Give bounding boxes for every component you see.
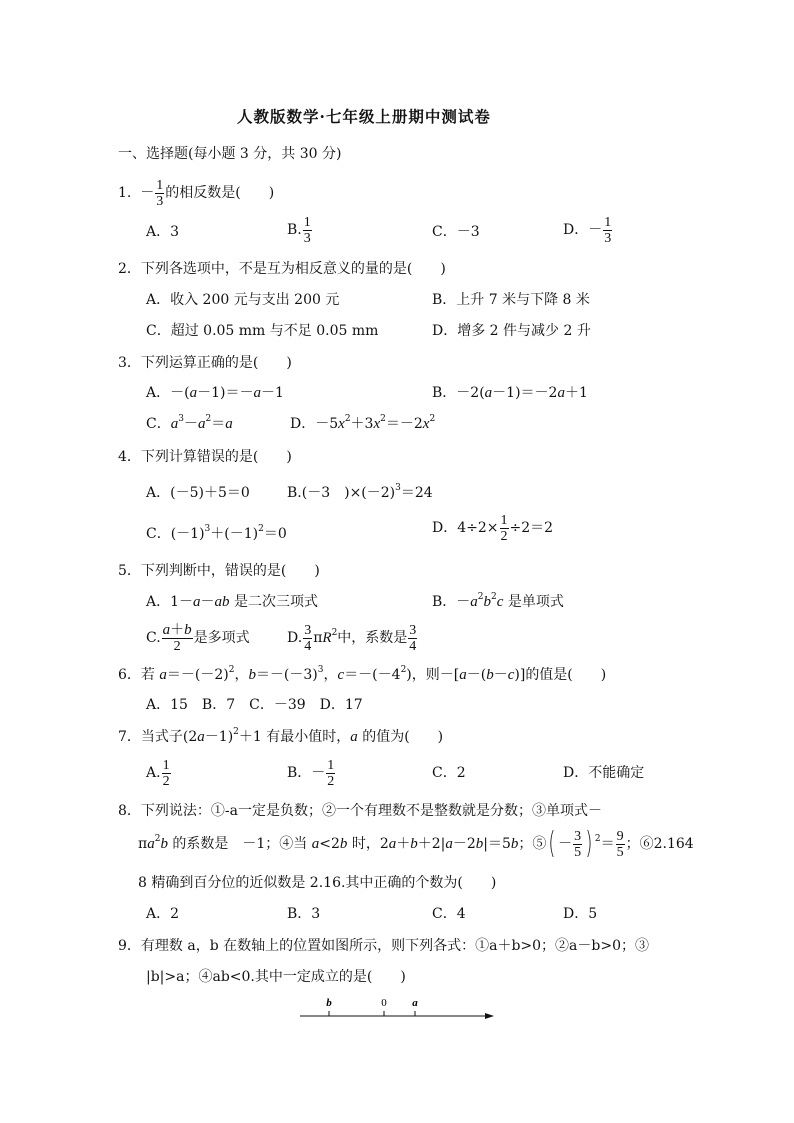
q8-option-c: C．4 xyxy=(432,906,466,922)
q2-option-b: B．上升 7 米与下降 8 米 xyxy=(432,292,590,308)
q7-option-d: D．不能确定 xyxy=(563,765,645,781)
question-4: 4．下列计算错误的是( ) xyxy=(118,449,292,465)
question-7: 7．当式子$(2a-1)^2+1$ 有最小值时，a 的值为( ) xyxy=(118,727,444,745)
label-a: a xyxy=(412,997,418,1009)
q2-option-d: D．增多 2 件与减少 2 升 xyxy=(432,323,591,339)
q1-option-d: D．－ $\frac{1}{3}$ xyxy=(563,214,612,246)
q2-option-a: A．收入 200 元与支出 200 元 xyxy=(146,292,340,308)
q5-option-a: A．1－a－ab 是二次三项式 xyxy=(146,594,318,610)
q8-option-b: B．3 xyxy=(287,906,321,922)
q8-option-a: A．2 xyxy=(146,906,180,922)
q6-options: A．15 B．7 C．－39 D．17 xyxy=(146,697,363,713)
q4-option-d: D．4÷2× $\frac{1}{2}$ ÷2＝2 xyxy=(432,512,554,544)
label-zero: 0 xyxy=(381,997,387,1009)
q2-option-c: C．超过 0.05 mm 与不足 0.05 mm xyxy=(146,323,379,339)
question-8-line-2: $\pi a^2b$ 的系数是 －1；④当 a<2b 时，2a＋b＋2|a－2b|＝5b；⑤( － $\frac{3}{5}$ ) $^2$＝ $\frac{9}{5}$ ；⑥2.164 xyxy=(138,826,694,861)
question-8-line-3: 8 精确到百分位的近似数是 2.16.其中正确的个数为( ) xyxy=(138,875,497,891)
number-line-figure xyxy=(296,992,500,1024)
q4-option-a: A．(－5)＋5＝0 xyxy=(146,485,250,501)
question-5: 5．下列判断中，错误的是( ) xyxy=(118,563,320,579)
question-3: 3．下列运算正确的是( ) xyxy=(118,355,292,371)
page-title: 人教版数学·七年级上册期中测试卷 xyxy=(237,107,491,126)
q3-option-a: A．－(a－1)＝－a－1 xyxy=(146,385,284,401)
q3-option-b: B．－2(a－1)＝－2a＋1 xyxy=(432,385,588,401)
q4-option-b: B.(－3 )$\times(-2)^3=24$ xyxy=(287,483,433,501)
question-1: 1. － $\frac{1}{3}$ 的相反数是( ) xyxy=(118,177,275,209)
question-6: 6．若 $a=-(-2)^2$，$b=-(-3)^3$，$c=-(-4^2)$，则－[a－(b－c)]的值是( ) xyxy=(118,665,607,683)
q1-option-c: C．－3 xyxy=(432,224,480,240)
q3-option-d: D．$-5x^2+3x^2=-2x^2$ xyxy=(290,414,436,432)
q5-option-d: D. $\frac{3}{4}$ $\pi R^2$中，系数是 $\frac{3}{4}$ xyxy=(287,622,417,654)
q4-option-c: C．$(-1)^3+(-1)^2=0$ xyxy=(146,524,287,542)
q8-option-d: D．5 xyxy=(563,906,598,922)
q7-option-c: C．2 xyxy=(432,765,466,781)
section-heading: 一、选择题(每小题 3 分，共 30 分) xyxy=(118,146,342,162)
q3-option-c: C．$a^3-a^2=a$ xyxy=(146,414,233,432)
q7-option-a: A. $\frac{1}{2}$ xyxy=(146,757,170,789)
q1-option-b: B. $\frac{1}{3}$ xyxy=(287,214,311,246)
question-9-line-1: 9．有理数 a，b 在数轴上的位置如图所示，则下列各式：①a＋b>0；②a－b>0；③ xyxy=(118,938,650,954)
label-b: b xyxy=(326,997,332,1009)
question-2: 2．下列各选项中，不是互为相反意义的量的是( ) xyxy=(118,261,446,277)
q5-option-b: B．$-a^2b^2c$ 是单项式 xyxy=(432,592,564,610)
q1-option-a: A．3 xyxy=(146,224,180,240)
question-8-line-1: 8．下列说法：①-a一定是负数；②一个有理数不是整数就是分数；③单项式－ xyxy=(118,803,602,819)
q7-option-b: B．－ $\frac{1}{2}$ xyxy=(287,757,335,789)
q5-option-c: C. $\frac{a+b}{2}$ 是多项式 xyxy=(146,621,250,654)
question-9-line-2: |b|>a；④ab<0.其中一定成立的是( ) xyxy=(146,969,406,985)
axis-arrow xyxy=(485,1013,494,1019)
